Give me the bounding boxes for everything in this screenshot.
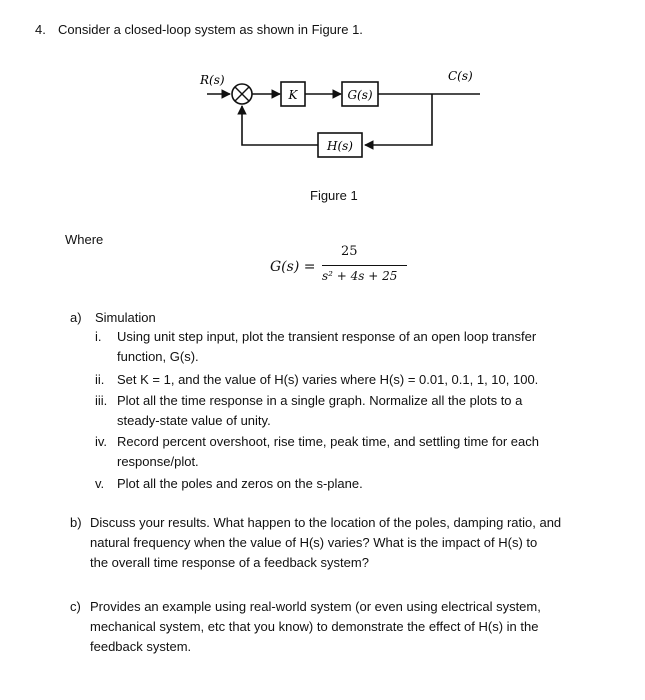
part-b-line: natural frequency when the value of H(s) varies? What is the impact of H(s) to	[90, 535, 538, 550]
where-label: Where	[65, 232, 104, 247]
block-diagram	[0, 0, 645, 210]
item-line: steady-state value of unity.	[117, 413, 271, 428]
part-b-label: b)	[70, 515, 82, 530]
item-line: Record percent overshoot, rise time, peak time, and settling time for each	[117, 434, 539, 449]
feedback-left-line	[242, 106, 318, 145]
g-block-label: G(s)	[347, 88, 373, 102]
question-number: 4.	[35, 22, 46, 37]
item-line: Plot all the time response in a single graph. Normalize all the plots to a	[117, 393, 523, 408]
item-line: Using unit step input, plot the transient response of an open loop transfer	[117, 329, 537, 344]
output-label: C(s)	[448, 69, 473, 83]
item-numeral: ii.	[95, 372, 105, 387]
question-intro: Consider a closed-loop system as shown in Figure 1.	[58, 22, 363, 37]
part-c-line: mechanical system, etc that you know) to demonstrate the effect of H(s) in the	[90, 619, 539, 634]
equation-denominator: s² + 4s + 25	[322, 269, 398, 283]
part-c-line: feedback system.	[90, 639, 192, 654]
part-b-line: the overall time response of a feedback system?	[90, 555, 369, 570]
item-line: function, G(s).	[117, 349, 199, 364]
part-a-title: Simulation	[95, 310, 156, 325]
summing-junction	[232, 84, 252, 104]
item-line: response/plot.	[117, 454, 199, 469]
item-numeral: i.	[95, 329, 102, 344]
item-numeral: v.	[95, 476, 105, 491]
k-block-label: K	[288, 88, 298, 102]
item-line: Set K = 1, and the value of H(s) varies where H(s) = 0.01, 0.1, 1, 10, 100.	[117, 372, 539, 387]
input-label: R(s)	[200, 73, 225, 87]
figure-caption: Figure 1	[310, 188, 358, 203]
part-c-label: c)	[70, 599, 81, 614]
equation-numerator: 25	[341, 244, 358, 259]
item-line: Plot all the poles and zeros on the s-plane.	[117, 476, 363, 491]
equation-lhs: G(s) =	[270, 259, 316, 275]
part-c-line: Provides an example using real-world system (or even using electrical system,	[90, 599, 541, 614]
part-b-line: Discuss your results. What happen to the location of the poles, damping ratio, and	[90, 515, 562, 530]
part-a-label: a)	[70, 310, 82, 325]
item-numeral: iv.	[95, 434, 108, 449]
item-numeral: iii.	[95, 393, 108, 408]
fraction-bar	[322, 265, 407, 266]
h-block-label: H(s)	[327, 139, 353, 153]
